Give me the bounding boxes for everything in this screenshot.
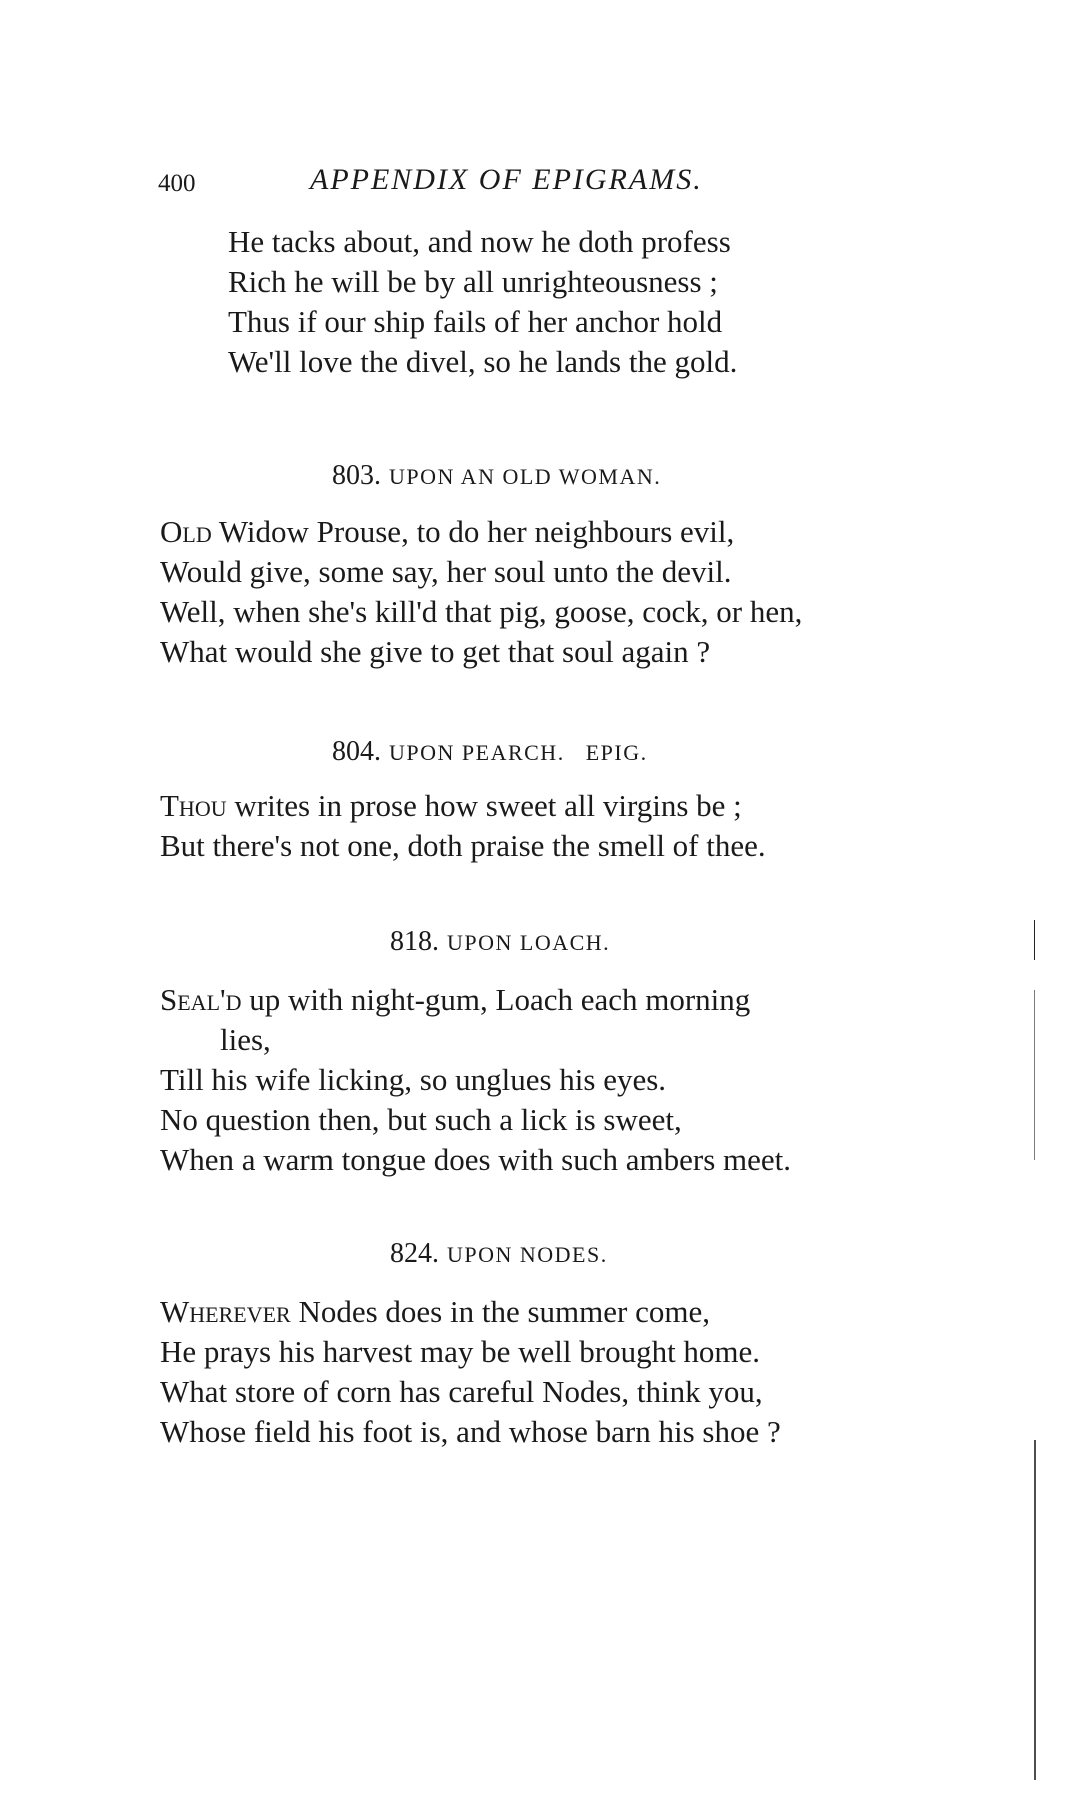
drop-word: Old bbox=[160, 514, 212, 549]
epigram-body-818 bbox=[160, 980, 791, 1180]
verse-line bbox=[160, 512, 802, 552]
scan-edge-mark bbox=[1034, 920, 1035, 960]
epigram-body-803 bbox=[160, 512, 802, 672]
epigram-title: UPON NODES. bbox=[447, 1242, 608, 1267]
verse-line: Would give, some say, her soul unto the devil. bbox=[160, 554, 732, 589]
epigram-heading-818 bbox=[390, 926, 610, 958]
verse-line: He prays his harvest may be well brought home. bbox=[160, 1334, 761, 1369]
scan-edge-mark bbox=[1034, 990, 1035, 1160]
verse-line-continuation: lies, bbox=[220, 1022, 271, 1057]
verse-line: Whose field his foot is, and whose barn his shoe ? bbox=[160, 1414, 781, 1449]
epigram-number: 803. bbox=[332, 460, 381, 491]
verse-line: What would she give to get that soul again ? bbox=[160, 634, 711, 669]
verse-text: writes in prose how sweet all virgins be ; bbox=[226, 788, 742, 823]
drop-word: Seal'd bbox=[160, 982, 242, 1017]
verse-line bbox=[160, 786, 766, 826]
epigram-heading-824 bbox=[390, 1238, 608, 1270]
verse-text: up with night-gum, Loach each morning bbox=[241, 982, 751, 1017]
scan-edge-mark bbox=[1034, 1440, 1036, 1780]
verse-line: Rich he will be by all unrighteousness ; bbox=[228, 264, 718, 299]
epigram-number: 804. bbox=[332, 736, 381, 767]
epigram-title: UPON AN OLD WOMAN. bbox=[389, 464, 662, 489]
epigram-number: 824. bbox=[390, 1238, 439, 1269]
epigram-body-804 bbox=[160, 786, 766, 866]
page-number: 400 bbox=[158, 170, 196, 197]
verse-line: What store of corn has careful Nodes, think you, bbox=[160, 1374, 763, 1409]
verse-line: Well, when she's kill'd that pig, goose, cock, or hen, bbox=[160, 594, 803, 629]
drop-word: Wherever bbox=[160, 1294, 291, 1329]
epigram-body-824 bbox=[160, 1292, 781, 1452]
verse-line: Till his wife licking, so unglues his eyes. bbox=[160, 1062, 667, 1097]
epigram-heading-804 bbox=[332, 736, 648, 768]
opening-stanza bbox=[228, 222, 737, 382]
running-title: APPENDIX OF EPIGRAMS. bbox=[310, 163, 703, 196]
verse-line: No question then, but such a lick is sweet, bbox=[160, 1102, 682, 1137]
epigram-title: UPON LOACH. bbox=[447, 930, 611, 955]
verse-text: Widow Prouse, to do her neighbours evil, bbox=[211, 514, 735, 549]
epigram-title: UPON PEARCH. EPIG. bbox=[389, 740, 648, 765]
verse-line: But there's not one, doth praise the smell of thee. bbox=[160, 828, 766, 863]
verse-line: We'll love the divel, so he lands the gold. bbox=[228, 344, 738, 379]
drop-word: Thou bbox=[160, 788, 227, 823]
verse-line: Thus if our ship fails of her anchor hold bbox=[228, 304, 723, 339]
verse-text: Nodes does in the summer come, bbox=[290, 1294, 710, 1329]
verse-line bbox=[160, 1292, 781, 1332]
epigram-number: 818. bbox=[390, 926, 439, 957]
verse-line bbox=[160, 980, 791, 1020]
epigram-heading-803 bbox=[332, 460, 661, 492]
verse-line: He tacks about, and now he doth profess bbox=[228, 224, 731, 259]
verse-line: When a warm tongue does with such ambers meet. bbox=[160, 1142, 792, 1177]
